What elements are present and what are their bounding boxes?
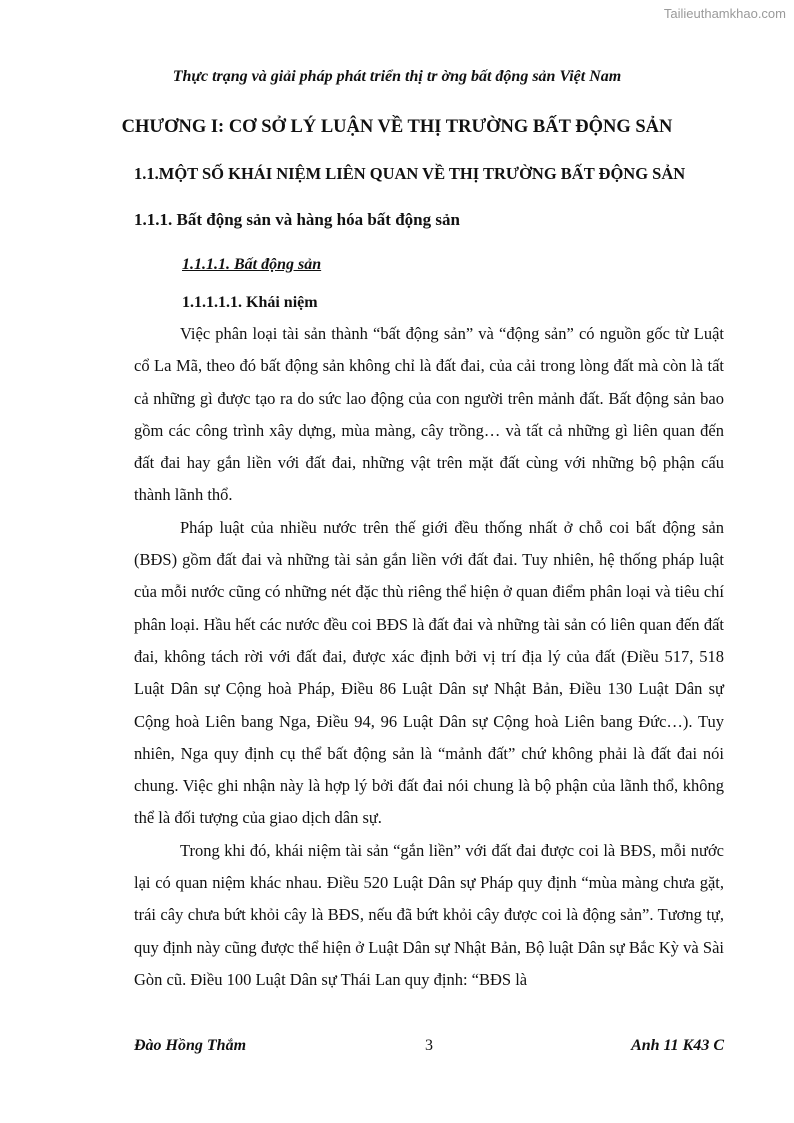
section-heading-1-1-1-1: 1.1.1.1. Bất động sản <box>182 256 322 273</box>
watermark-text: Tailieuthamkhao.com <box>663 6 786 21</box>
body-text <box>134 318 724 996</box>
section-heading-1-1-1-1-1: 1.1.1.1.1. Khái niệm <box>182 294 318 311</box>
chapter-title: CHƯƠNG I: CƠ SỞ LÝ LUẬN VỀ THỊ TRƯỜNG BẤT ĐỘNG SẢN <box>121 117 673 137</box>
footer-class-code: Anh 11 K43 C <box>631 1037 724 1054</box>
footer-author: Đào Hồng Thắm <box>134 1037 247 1054</box>
section-heading-1-1: 1.1.MỘT SỐ KHÁI NIỆM LIÊN QUAN VỀ THỊ TRƯỜNG BẤT ĐỘNG SẢN <box>134 164 686 183</box>
page-footer <box>134 1037 724 1059</box>
page-number: 3 <box>425 1037 433 1054</box>
paragraph: Việc phân loại tài sản thành “bất động sản” và “động sản” có nguồn gốc từ Luật cổ La Mã, theo đó bất động sản không chỉ là đất đai, của cải trong lòng đất mà còn là tất cả những gì được tạo ra do sức lao động của con người trên mảnh đất. Bất động sản bao gồm các công trình xây dựng, mùa màng, cây trồng… và tất cả những gì liên quan đến đất đai hay gắn liền với đất đai, những vật trên mặt đất cùng với những bộ phận cấu thành lãnh thổ. <box>134 324 724 505</box>
paragraph: Pháp luật của nhiều nước trên thế giới đều thống nhất ở chỗ coi bất động sản (BĐS) gồm đất đai và những tài sản gắn liền với đất đai. Tuy nhiên, hệ thống pháp luật của mỗi nước cũng có những nét đặc thù riêng thể hiện ở quan điểm phân loại và tiêu chí phân loại. Hầu hết các nước đều coi BĐS là đất đai và những tài sản có liên quan đến đất đai, không tách rời với đất đai, được xác định bởi vị trí địa lý của đất (Điều 517, 518 Luật Dân sự Cộng hoà Pháp, Điều 86 Luật Dân sự Nhật Bản, Điều 130 Luật Dân sự Cộng hoà Liên bang Nga, Điều 94, 96 Luật Dân sự Cộng hoà Liên bang Đức…). Tuy nhiên, Nga quy định cụ thể bất động sản là “mảnh đất” chứ không phải là đất đai nói chung. Việc ghi nhận này là hợp lý bởi đất đai nói chung là bộ phận của lãnh thổ, không thể là đối tượng của giao dịch dân sự. <box>134 517 724 828</box>
running-header: Thực trạng và giải pháp phát triển thị tr ờng bất động sản Việt Nam <box>172 68 622 85</box>
section-heading-1-1-1: 1.1.1. Bất động sản và hàng hóa bất động sản <box>134 210 460 229</box>
paragraph: Trong khi đó, khái niệm tài sản “gắn liền” với đất đai được coi là BĐS, mỗi nước lại có quan niệm khác nhau. Điều 520 Luật Dân sự Pháp quy định “mùa màng chưa gặt, trái cây chưa bứt khỏi cây là BĐS, nếu đã bứt khỏi cây được coi là động sản”. Tương tự, quy định này cũng được thể hiện ở Luật Dân sự Nhật Bản, Bộ luật Dân sự Bắc Kỳ và Sài Gòn cũ. Điều 100 Luật Dân sự Thái Lan quy định: “BĐS là <box>134 840 724 989</box>
